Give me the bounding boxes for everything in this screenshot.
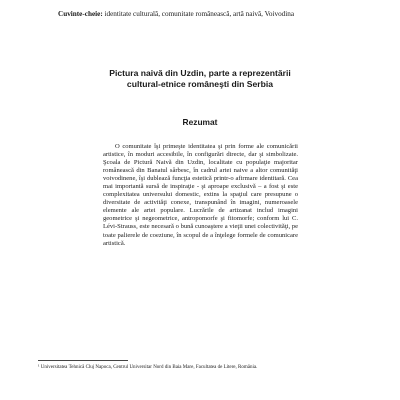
abstract-line: artistică.	[103, 239, 126, 247]
keywords-text: identitate culturală, comunitate românească, artă naivă, Voivodina	[102, 10, 295, 18]
abstract-line: toate palierele de coeziune, în scopul de a înţelege formele de comunicare	[103, 231, 298, 239]
abstract-line: elemente ale artei populare. Lucrările de artizanat includ imagini	[103, 207, 298, 215]
article-title	[60, 68, 340, 90]
abstract-heading: Rezumat	[182, 117, 218, 127]
abstract-line: mai importantă sursă de inspiraţie - şi aproape exclusivă – a fost şi este	[103, 183, 298, 191]
title-line-1: Pictura naivă din Uzdin, parte a reprezentării	[109, 68, 291, 78]
footnote-divider	[38, 360, 128, 361]
footnote: ¹ Universitatea Tehnică Cluj Napoca, Centrul Universitar Nord din Baia Mare, Facultatea de Litere, România.	[38, 365, 258, 370]
title-line-2: cultural-etnice româneşti din Serbia	[126, 79, 274, 89]
abstract-line: românească din Banatul sârbesc, în cadrul artei naive a altor comunităţi	[103, 167, 298, 175]
abstract-line: artistice, în moduri accesibile, în configurări directe, dar şi simbolizate.	[103, 151, 298, 159]
abstract-line: voivodinene, îşi dublează funcţia estetică printr-o afirmare identitară. Cea	[103, 175, 298, 183]
abstract-line: diversitate de activităţi conexe, transpunând în imagini, numeroasele	[103, 199, 298, 207]
abstract-line: Lévi-Strauss, este necesară o bună cunoaştere a vieţii unei colectivităţi, pe	[103, 223, 298, 231]
keywords-label: Cuvinte-cheie:	[58, 10, 103, 18]
abstract-body	[103, 143, 298, 248]
abstract-line: Şcoala de Pictură Naivă din Uzdin, localitate cu populaţie majoritar	[103, 159, 298, 167]
abstract-line: complexitatea universului domestic, extins la spaţiul care presupune o	[103, 191, 298, 199]
abstract-line: geometrice şi negeometrice, antropomorfe şi fitomorfe; conform lui C.	[103, 215, 298, 223]
abstract-line: O comunitate îşi primeşte identitatea şi prin forme ale comunicării	[115, 143, 298, 150]
keywords-line	[58, 10, 358, 19]
